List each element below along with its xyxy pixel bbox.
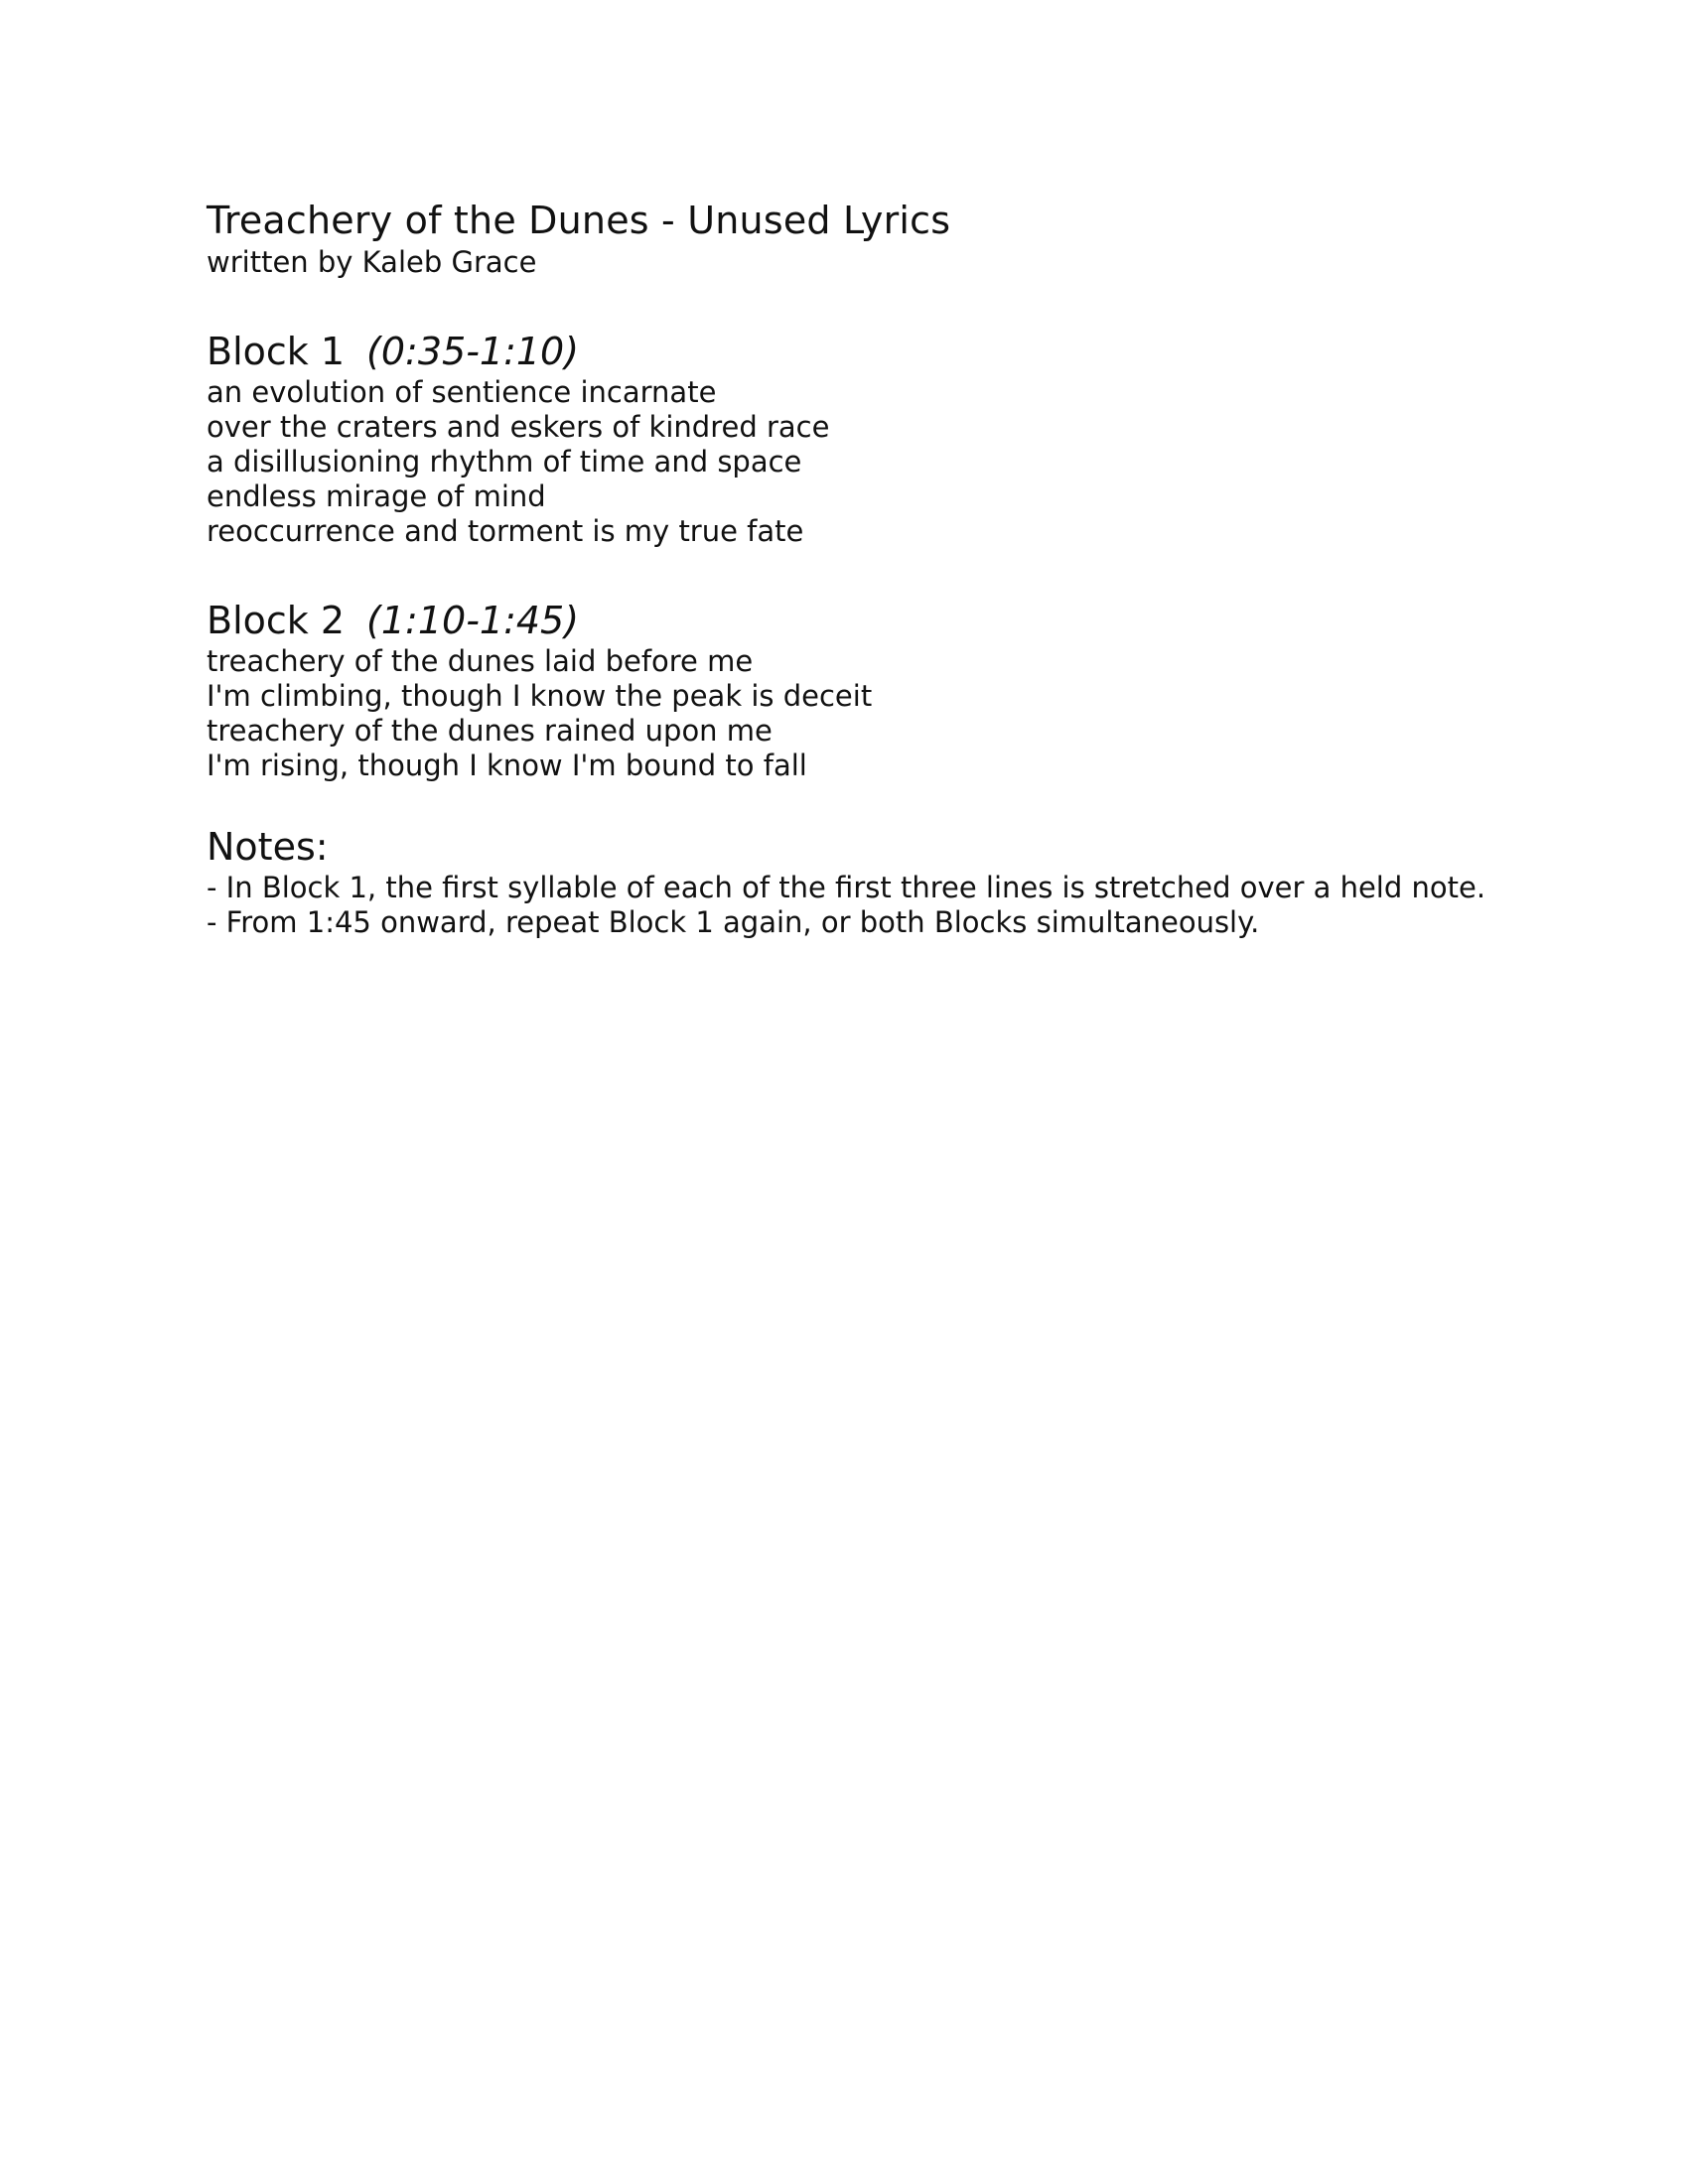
- note-item: - From 1:45 onward, repeat Block 1 again, or both Blocks simultaneously.: [207, 905, 1260, 939]
- lyric-line: over the craters and eskers of kindred race: [207, 410, 830, 444]
- lyric-line: a disillusioning rhythm of time and space: [207, 445, 802, 478]
- block-1-heading: [207, 328, 1497, 375]
- document-content: [207, 197, 1497, 940]
- lyric-line: treachery of the dunes rained upon me: [207, 714, 773, 748]
- document-title: Treachery of the Dunes - Unused Lyrics: [207, 199, 951, 242]
- notes-section: [207, 823, 1497, 940]
- block-1-time: (0:35-1:10): [366, 330, 580, 373]
- block-1-section: [207, 328, 1497, 549]
- lyric-line: an evolution of sentience incarnate: [207, 375, 717, 409]
- lyric-line: treachery of the dunes laid before me: [207, 644, 754, 678]
- block-2-time: (1:10-1:45): [366, 599, 580, 642]
- block-2-label: Block 2: [207, 599, 346, 642]
- block-2-section: [207, 597, 1497, 783]
- lyric-line: I'm rising, though I know I'm bound to fall: [207, 749, 807, 782]
- block-2-heading: [207, 597, 1497, 644]
- lyric-line: reoccurrence and torment is my true fate: [207, 514, 804, 548]
- notes-heading: Notes:: [207, 825, 329, 869]
- lyric-line: I'm climbing, though I know the peak is deceit: [207, 679, 873, 713]
- note-item: - In Block 1, the first syllable of each of the first three lines is stretched over a held note.: [207, 871, 1486, 904]
- block-1-label: Block 1: [207, 330, 346, 373]
- lyric-line: endless mirage of mind: [207, 479, 546, 513]
- document-byline: written by Kaleb Grace: [207, 245, 537, 279]
